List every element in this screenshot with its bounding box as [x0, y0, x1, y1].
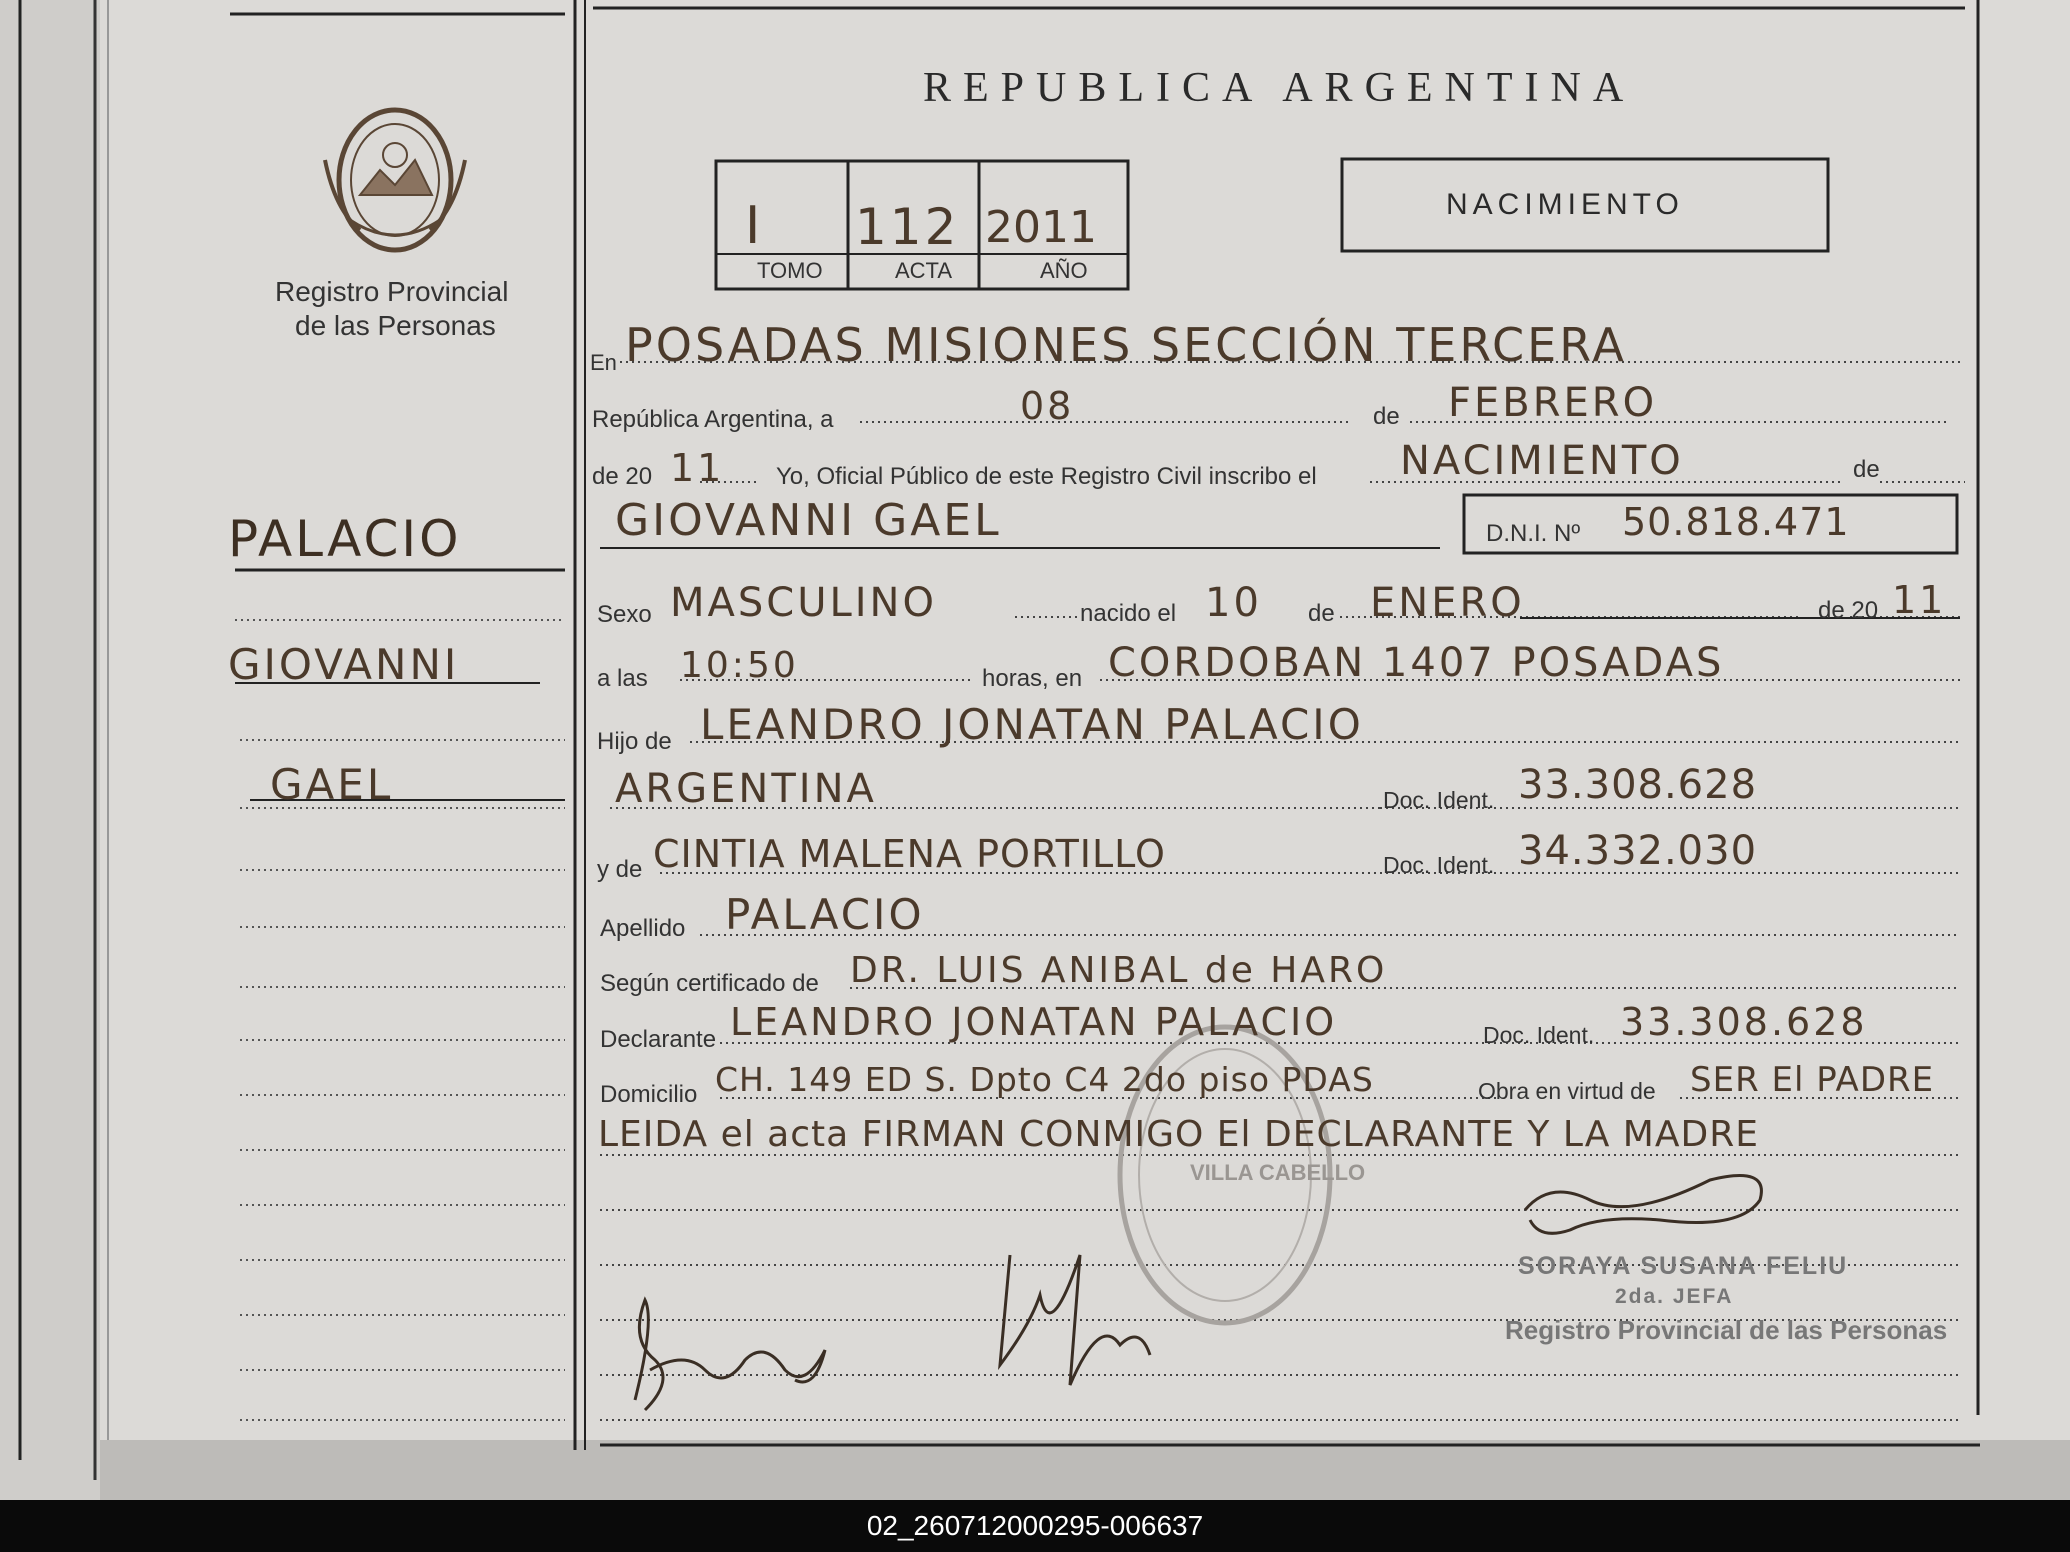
- mother-value: CINTIA MALENA PORTILLO: [653, 832, 1166, 876]
- year-prefix-label: de 20: [592, 463, 653, 490]
- sexo-label: Sexo: [597, 601, 652, 628]
- margin-second-name: GAEL: [270, 760, 394, 809]
- de-label-1: de: [1373, 403, 1400, 430]
- margin-surname: PALACIO: [228, 510, 462, 568]
- segun-label: Según certificado de: [600, 970, 819, 997]
- tomo-value: I: [745, 196, 764, 256]
- dni-value: 50.818.471: [1622, 500, 1850, 544]
- mother-doc-label: Doc. Ident.: [1383, 852, 1495, 878]
- declarante-value: LEANDRO JONATAN PALACIO: [730, 1000, 1338, 1044]
- de-label-3: de: [1308, 600, 1335, 627]
- father-nationality-value: ARGENTINA: [615, 766, 877, 812]
- country-title: REPUBLICA ARGENTINA: [923, 65, 1636, 111]
- child-name-value: GIOVANNI GAEL: [615, 495, 1002, 546]
- oficial-text: Yo, Oficial Público de este Registro Civil inscribo el: [776, 463, 1317, 490]
- record-type: NACIMIENTO: [1446, 188, 1684, 221]
- anio-value: 2011: [985, 202, 1097, 253]
- domicilio-label: Domicilio: [600, 1081, 698, 1108]
- remark-value: LEIDA el acta FIRMAN CONMIGO El DECLARANTE Y LA MADRE: [598, 1114, 1759, 1155]
- dni-label: D.N.I. Nº: [1486, 520, 1581, 547]
- registry-name-line1: Registro Provincial: [275, 276, 509, 307]
- place-value: POSADAS MISIONES SECCIÓN TERCERA: [625, 318, 1627, 372]
- official-stamp-role: 2da. JEFA: [1615, 1285, 1734, 1308]
- father-doc-value: 33.308.628: [1518, 762, 1758, 808]
- mother-doc-value: 34.332.030: [1518, 828, 1758, 874]
- declarante-signature: [970, 1235, 1170, 1405]
- act-type-value: NACIMIENTO: [1400, 438, 1684, 484]
- declarante-doc-label: Doc. Ident.: [1483, 1022, 1595, 1048]
- registry-name-line2: de las Personas: [295, 310, 496, 341]
- alas-label: a las: [597, 665, 648, 692]
- apellido-label: Apellido: [600, 915, 686, 942]
- domicilio-value: CH. 149 ED S. Dpto C4 2do piso PDAS: [715, 1060, 1374, 1099]
- sexo-value: MASCULINO: [670, 580, 937, 626]
- official-stamp-name: SORAYA SUSANA FELIU: [1518, 1252, 1849, 1280]
- acta-label: ACTA: [895, 258, 953, 283]
- birth-place-value: CORDOBAN 1407 POSADAS: [1108, 640, 1725, 686]
- father-value: LEANDRO JONATAN PALACIO: [700, 700, 1364, 749]
- de-label-2: de: [1853, 456, 1880, 483]
- year-suffix-value: 11: [670, 446, 725, 490]
- obra-label: Obra en virtud de: [1478, 1078, 1656, 1104]
- republica-label: República Argentina, a: [592, 406, 834, 433]
- tomo-label: TOMO: [757, 258, 823, 283]
- declarante-label: Declarante: [600, 1026, 717, 1053]
- father-doc-label: Doc. Ident.: [1383, 787, 1495, 813]
- birth-month-value: ENERO: [1370, 580, 1525, 626]
- nacido-label: nacido el: [1080, 600, 1177, 627]
- official-stamp-office: Registro Provincial de las Personas: [1505, 1315, 1948, 1345]
- birth-day-value: 10: [1205, 580, 1262, 626]
- en-label: En: [590, 350, 617, 375]
- month-value: FEBRERO: [1448, 380, 1658, 426]
- mother-signature: [615, 1280, 845, 1420]
- day-value: 08: [1020, 384, 1075, 428]
- hijo-label: Hijo de: [597, 728, 672, 755]
- official-signature: [1510, 1160, 1790, 1250]
- certificate-value: DR. LUIS ANIBAL de HARO: [850, 950, 1388, 991]
- birth-year-value: 11: [1892, 578, 1947, 622]
- round-seal-text: VILLA CABELLO: [1190, 1160, 1366, 1185]
- footer-code: 02_260712000295-006637: [866, 1510, 1204, 1541]
- virtud-value: SER El PADRE: [1690, 1060, 1935, 1100]
- time-value: 10:50: [680, 645, 799, 686]
- declarante-doc-value: 33.308.628: [1620, 1000, 1868, 1044]
- acta-value: 112: [855, 198, 960, 256]
- de-20-label: de 20: [1818, 597, 1879, 624]
- anio-label: AÑO: [1040, 258, 1088, 283]
- province-seal-icon: [320, 100, 470, 260]
- yde-label: y de: [597, 856, 643, 883]
- horas-label: horas, en: [982, 665, 1083, 692]
- apellido-value: PALACIO: [725, 890, 925, 939]
- margin-first-name: GIOVANNI: [228, 640, 460, 689]
